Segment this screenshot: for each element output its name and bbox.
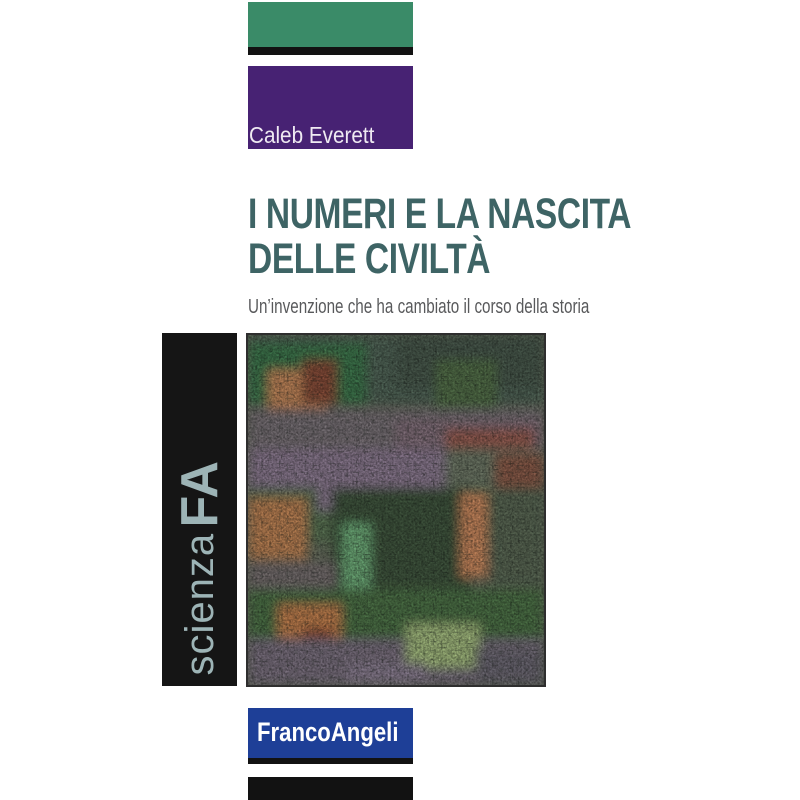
bottom-black-bar — [248, 777, 413, 800]
top-green-band — [248, 2, 413, 47]
publisher-logo-box — [248, 708, 413, 758]
series-initials: FA — [170, 461, 229, 528]
publisher-black-strip — [248, 758, 413, 764]
publisher-name: FrancoAngeli — [257, 717, 399, 747]
book-title-line1: I NUMERI E LA NASCITA — [248, 190, 632, 238]
book-subtitle: Un’invenzione che ha cambiato il corso della storia — [248, 296, 590, 318]
author-name: Caleb Everett — [249, 122, 375, 148]
series-label — [170, 461, 230, 686]
series-name: scienza — [177, 533, 222, 676]
top-black-rule — [248, 47, 413, 55]
cover-artwork — [246, 333, 546, 687]
cover-artwork-canvas — [248, 335, 544, 685]
author-band — [248, 66, 413, 149]
book-title-line2: DELLE CIVILTÀ — [248, 235, 491, 283]
series-spine-bar — [162, 333, 237, 686]
book-title — [248, 192, 631, 282]
